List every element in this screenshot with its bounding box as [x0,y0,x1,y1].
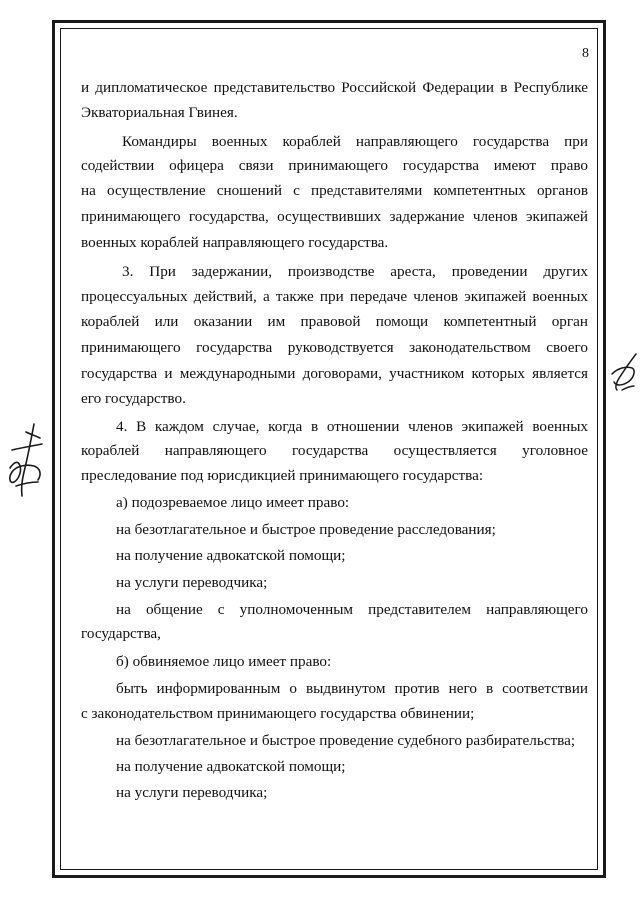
text-line: на получение адвокатской помощи; [116,547,346,564]
handwritten-initials-left [4,420,46,500]
page-number: 8 [582,46,589,61]
text-line: кораблей или оказании им правовой помощи компетентный орган [81,313,588,330]
text-line: на услуги переводчика; [116,574,268,591]
text-line: Экваториальная Гвинея. [81,104,238,121]
text-line: с законодательством принимающего государства обвинении; [81,705,475,722]
text-line: кораблей направляющего государства осуществляется уголовное [81,442,588,459]
text-line: государства, [81,625,161,642]
text-line: на получение адвокатской помощи; [116,758,346,775]
text-line: его государство. [81,390,186,407]
text-line: на безотлагательное и быстрое проведение судебного разбирательства; [116,732,576,749]
text-line: а) подозреваемое лицо имеет право: [116,494,350,511]
text-line: процессуальных действий, а также при передаче членов экипажей военных [81,288,588,305]
text-line: государства и международными договорами, участником которых является [81,365,588,382]
text-line: б) обвиняемое лицо имеет право: [116,653,332,670]
text-line: Командиры военных кораблей направляющего государства при [122,133,588,150]
text-line: быть информированным о выдвинутом против него в соответствии [116,680,588,697]
text-line: на безотлагательное и быстрое проведение расследования; [116,521,496,538]
text-line: на осуществление сношений с представителями компетентных органов [81,182,588,199]
text-line: 4. В каждом случае, когда в отношении членов экипажей военных [116,418,588,435]
text-line: на услуги переводчика; [116,784,268,801]
text-line: военных кораблей направляющего государства. [81,234,389,251]
text-line: на общение с уполномоченным представителем направляющего [116,601,588,618]
text-line: преследование под юрисдикцией принимающего государства: [81,467,484,484]
handwritten-initials-right [608,350,638,400]
text-line: 3. При задержании, производстве ареста, проведении других [122,263,588,280]
text-line: и дипломатическое представительство Российской Федерации в Республике [81,79,588,96]
text-line: принимающего государства, осуществивших задержание членов экипажей [81,208,588,225]
text-line: принимающего государства руководствуется законодательством своего [81,339,588,356]
text-line: содействии офицера связи принимающего государства имеют право [81,157,588,174]
